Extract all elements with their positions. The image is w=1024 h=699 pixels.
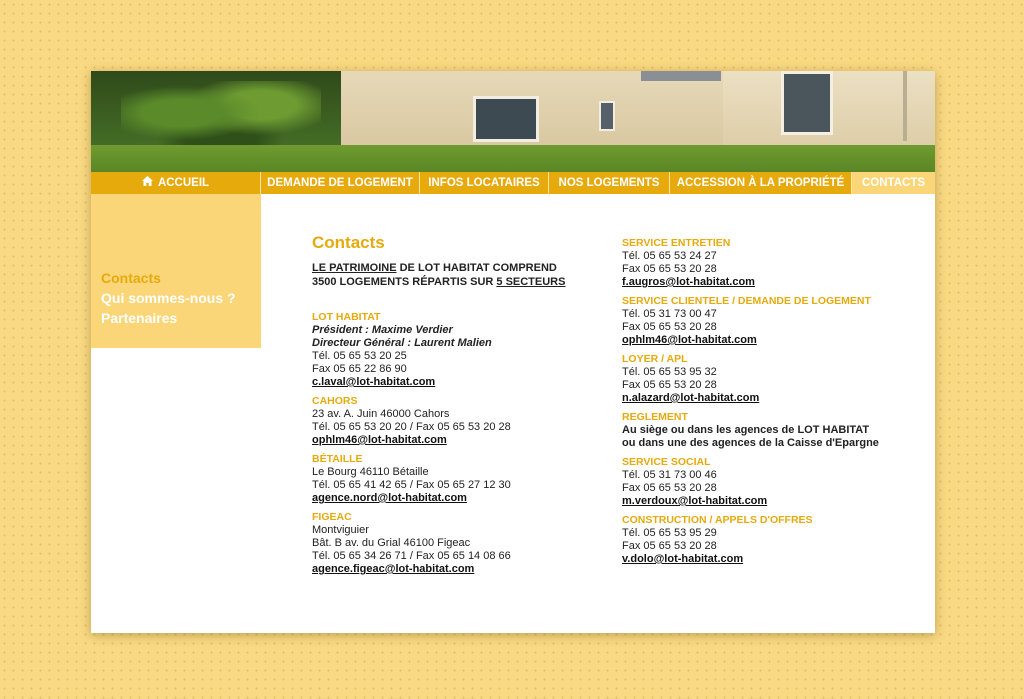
contact-line: Tél. 05 65 53 20 20 / Fax 05 65 53 20 28 <box>312 421 511 433</box>
banner-lawn <box>91 145 935 172</box>
contact-line: Tél. 05 65 41 42 65 / Fax 05 65 27 12 30 <box>312 479 511 491</box>
contact-line: Fax 05 65 53 20 28 <box>622 379 717 391</box>
left-contact-blocks <box>312 311 582 576</box>
nav-item-nos-logements[interactable] <box>549 172 670 194</box>
contact-person: Président : Maxime Verdier <box>312 324 453 336</box>
sidebar-item-qui-sommes-nous[interactable]: Qui sommes-nous ? <box>101 290 236 306</box>
contact-heading: LOT HABITAT <box>312 311 381 323</box>
contact-heading: SERVICE CLIENTELE / DEMANDE DE LOGEMENT <box>622 295 871 307</box>
banner-window <box>473 96 539 142</box>
contact-heading: SERVICE SOCIAL <box>622 456 711 468</box>
contact-block <box>312 311 582 389</box>
contact-heading: CONSTRUCTION / APPELS D'OFFRES <box>622 514 813 526</box>
contact-email-link[interactable]: n.alazard@lot-habitat.com <box>622 392 760 404</box>
contact-line: Le Bourg 46110 Bétaille <box>312 466 429 478</box>
banner-door <box>781 71 833 135</box>
contact-email-link[interactable]: agence.figeac@lot-habitat.com <box>312 563 475 575</box>
nav-item-accession[interactable] <box>670 172 852 194</box>
intro-text-2: 3500 LOGEMENTS RÉPARTIS SUR <box>312 276 497 288</box>
contact-email-link[interactable]: ophlm46@lot-habitat.com <box>622 334 757 346</box>
contact-line: Tél. 05 65 53 24 27 <box>622 250 717 262</box>
contact-heading: REGLEMENT <box>622 411 688 423</box>
nav-item-contacts[interactable] <box>852 172 935 194</box>
contact-line: Montviguier <box>312 524 369 536</box>
nav-item-demande-de-logement[interactable] <box>261 172 420 194</box>
contact-line: Tél. 05 65 53 95 29 <box>622 527 717 539</box>
nav-item-label: ACCESSION À LA PROPRIÉTÉ <box>676 177 845 189</box>
nav-item-label: ACCUEIL <box>157 177 210 189</box>
contact-heading: FIGEAC <box>312 511 352 523</box>
contact-block <box>312 395 582 447</box>
contact-heading: SERVICE ENTRETIEN <box>622 237 731 249</box>
contact-email-link[interactable]: f.augros@lot-habitat.com <box>622 276 755 288</box>
contact-line: Fax 05 65 22 86 90 <box>312 363 407 375</box>
sidebar-links <box>101 268 236 328</box>
nav-item-label: DEMANDE DE LOGEMENT <box>267 177 413 189</box>
intro-text <box>312 261 582 289</box>
contact-line: Tél. 05 65 53 20 25 <box>312 350 407 362</box>
secteurs-link[interactable]: 5 SECTEURS <box>496 276 566 288</box>
contact-line: Fax 05 65 53 20 28 <box>622 540 717 552</box>
contact-note: Au siège ou dans les agences de LOT HABITAT <box>622 424 870 436</box>
nav-item-infos-locataires[interactable] <box>420 172 549 194</box>
intro-text-1: DE LOT HABITAT COMPREND <box>396 262 557 274</box>
patrimoine-link[interactable]: LE PATRIMOINE <box>312 262 397 274</box>
contact-email-link[interactable]: m.verdoux@lot-habitat.com <box>622 495 768 507</box>
banner-pipe <box>903 71 907 141</box>
contact-line: Tél. 05 31 73 00 47 <box>622 308 717 320</box>
contact-block <box>312 511 582 576</box>
banner-window-small <box>599 101 615 131</box>
contact-block <box>622 456 922 508</box>
sidebar <box>91 194 261 348</box>
page-title: Contacts <box>312 233 385 252</box>
home-icon <box>142 176 153 186</box>
nav-item-label: INFOS LOCATAIRES <box>428 177 540 189</box>
contact-block <box>312 453 582 505</box>
header-banner-photo <box>91 71 935 172</box>
contact-block <box>622 353 922 405</box>
contact-line: 23 av. A. Juin 46000 Cahors <box>312 408 450 420</box>
contact-line: Fax 05 65 53 20 28 <box>622 321 717 333</box>
contact-person: Directeur Général : Laurent Malien <box>312 337 492 349</box>
contact-line: Fax 05 65 53 20 28 <box>622 482 717 494</box>
contact-heading: LOYER / APL <box>622 353 688 365</box>
contact-email-link[interactable]: c.laval@lot-habitat.com <box>312 376 436 388</box>
contact-email-link[interactable]: ophlm46@lot-habitat.com <box>312 434 447 446</box>
contacts-right-column <box>622 237 922 572</box>
contact-heading: CAHORS <box>312 395 358 407</box>
contacts-left-column <box>312 233 582 582</box>
contact-line: Tél. 05 65 34 26 71 / Fax 05 65 14 08 66 <box>312 550 511 562</box>
sidebar-item-contacts[interactable]: Contacts <box>101 270 161 286</box>
nav-item-accueil[interactable] <box>91 172 261 194</box>
nav-item-label: CONTACTS <box>861 177 926 189</box>
contact-block <box>622 411 922 450</box>
contact-block <box>622 514 922 566</box>
sidebar-item-partenaires[interactable]: Partenaires <box>101 310 178 326</box>
contact-email-link[interactable]: v.dolo@lot-habitat.com <box>622 553 744 565</box>
contact-email-link[interactable]: agence.nord@lot-habitat.com <box>312 492 467 504</box>
contact-heading: BÉTAILLE <box>312 453 363 465</box>
contact-block <box>622 237 922 289</box>
contact-line: Tél. 05 65 53 95 32 <box>622 366 717 378</box>
contact-line: Tél. 05 31 73 00 46 <box>622 469 717 481</box>
nav-item-label: NOS LOGEMENTS <box>558 177 660 189</box>
main-nav <box>91 172 935 194</box>
banner-roof <box>641 71 721 81</box>
contact-line: Bât. B av. du Grial 46100 Figeac <box>312 537 471 549</box>
contact-note: ou dans une des agences de la Caisse d'Epargne <box>622 437 879 449</box>
contact-block <box>622 295 922 347</box>
right-contact-blocks <box>622 237 922 566</box>
page-container <box>91 71 935 633</box>
contact-line: Fax 05 65 53 20 28 <box>622 263 717 275</box>
